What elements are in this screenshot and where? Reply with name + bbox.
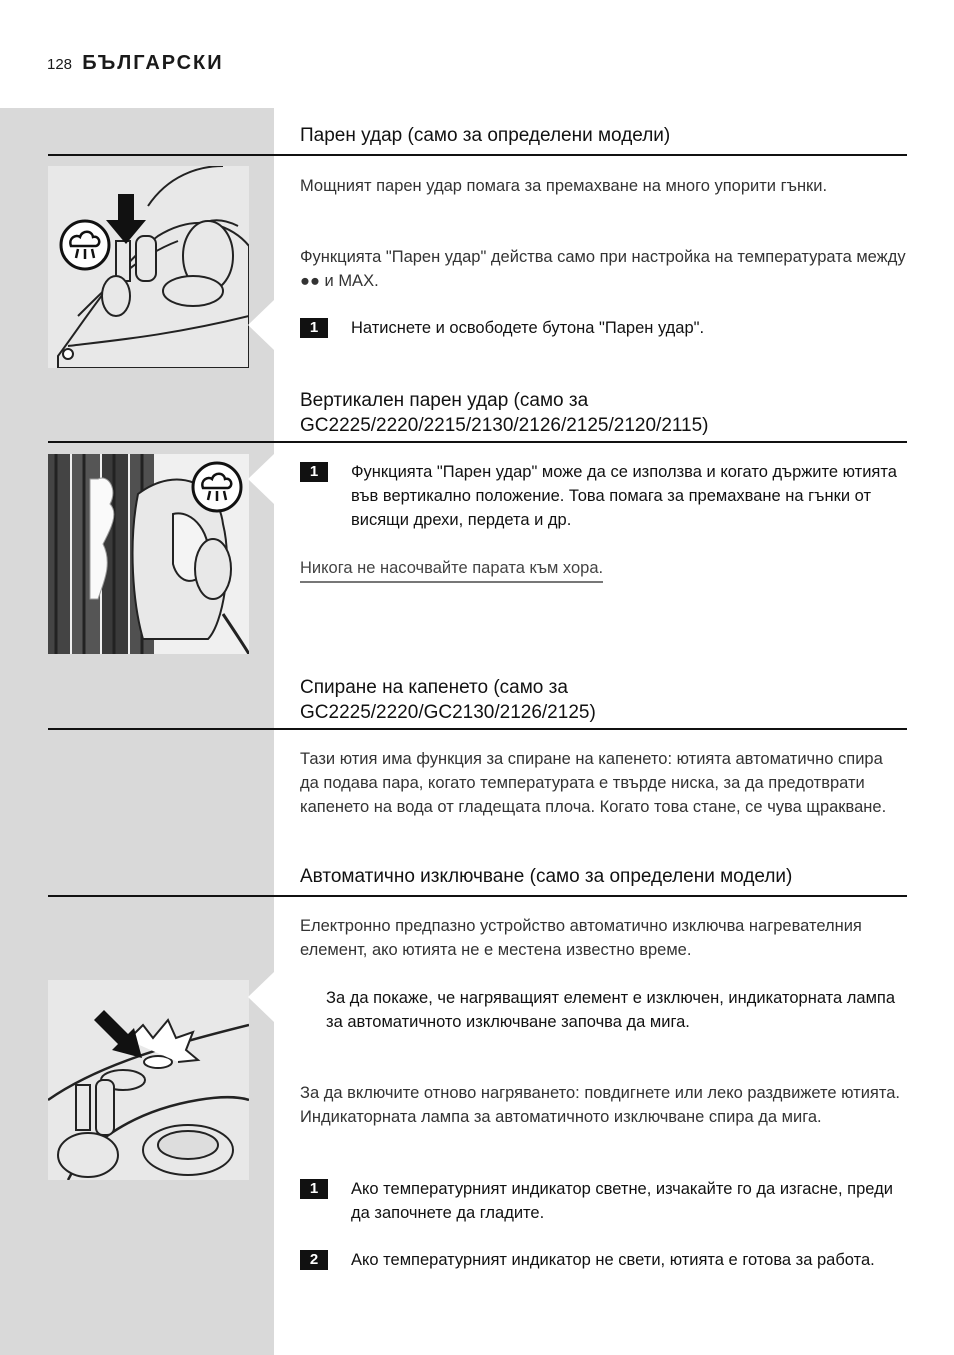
drip-stop-heading: Спиране на капенето (само за GC2225/2220/GC2130/2126/2125) xyxy=(300,677,596,723)
language-label: БЪЛГАРСКИ xyxy=(82,52,224,74)
steam-shot-step-1 xyxy=(300,316,906,340)
step-text: Функцията "Парен удар" може да се използва и когато държите ютията във вертикално положение. Това помага за премахване на гънки от висящи дрехи, пердета и др. xyxy=(351,463,897,529)
drip-stop-paragraph: Тази ютия има функция за спиране на капенето: ютията автоматично спира да подава пара, когато температурата е твърде ниска, за да предотврати капенето на вода от гладещата плоча. Когато това стане, се чува щракване. xyxy=(300,750,887,816)
illustration-pointer xyxy=(248,300,274,350)
step-number: 1 xyxy=(300,1179,328,1199)
section-divider xyxy=(48,728,907,730)
arrow-down-icon xyxy=(106,194,146,244)
auto-off-paragraph-3: За да включите отново нагряването: повдигнете или леко раздвижете ютията. Индикаторната лампа за автоматичното изключване спира да мига. xyxy=(300,1084,900,1126)
step-text: Ако температурният индикатор не свети, ютията е готова за работа. xyxy=(351,1251,875,1269)
auto-off-illustration xyxy=(48,980,249,1180)
cloud-steam-icon xyxy=(58,218,112,272)
section-divider xyxy=(48,441,907,443)
cloud-steam-icon xyxy=(190,460,244,514)
arrow-diagonal-icon xyxy=(94,1010,146,1062)
steam-shot-illustration xyxy=(48,166,249,368)
section-divider xyxy=(48,895,907,897)
step-number: 2 xyxy=(300,1250,328,1270)
step-text: Ако температурният индикатор светне, изчакайте го да изгасне, преди да започнете да гладите. xyxy=(351,1180,893,1222)
illustration-pointer xyxy=(248,972,274,1022)
auto-off-step-2 xyxy=(300,1248,906,1272)
steam-shot-paragraph-1: Мощният парен удар помага за премахване на много упорити гънки. xyxy=(300,177,828,195)
auto-off-heading: Автоматично изключване (само за определени модели) xyxy=(300,866,793,887)
vertical-steam-step-1 xyxy=(300,460,906,532)
illustration-pointer xyxy=(248,454,274,504)
step-text: Натиснете и освободете бутона "Парен удар". xyxy=(351,319,705,337)
step-number: 1 xyxy=(300,318,328,338)
vertical-steam-illustration xyxy=(48,454,249,654)
auto-off-step-1 xyxy=(300,1177,906,1225)
steam-shot-paragraph-2: Функцията "Парен удар" действа само при настройка на температурата между ●● и MAX. xyxy=(300,248,906,290)
auto-off-paragraph-2: За да покаже, че нагряващият елемент е изключен, индикаторната лампа за автоматичното изключване започва да мига. xyxy=(326,989,896,1031)
vertical-steam-warning: Никога не насочвайте парата към хора. xyxy=(300,556,603,583)
steam-shot-heading: Парен удар (само за определени модели) xyxy=(300,125,671,146)
page-header xyxy=(47,52,224,75)
auto-off-paragraph-1: Електронно предпазно устройство автоматично изключва нагревателния елемент, ако ютията не е местена известно време. xyxy=(300,917,862,959)
step-number: 1 xyxy=(300,462,328,482)
section-divider xyxy=(48,154,907,156)
page-number: 128 xyxy=(47,56,73,73)
vertical-steam-heading: Вертикален парен удар (само за GC2225/2220/2215/2130/2126/2125/2120/2115) xyxy=(300,390,709,436)
